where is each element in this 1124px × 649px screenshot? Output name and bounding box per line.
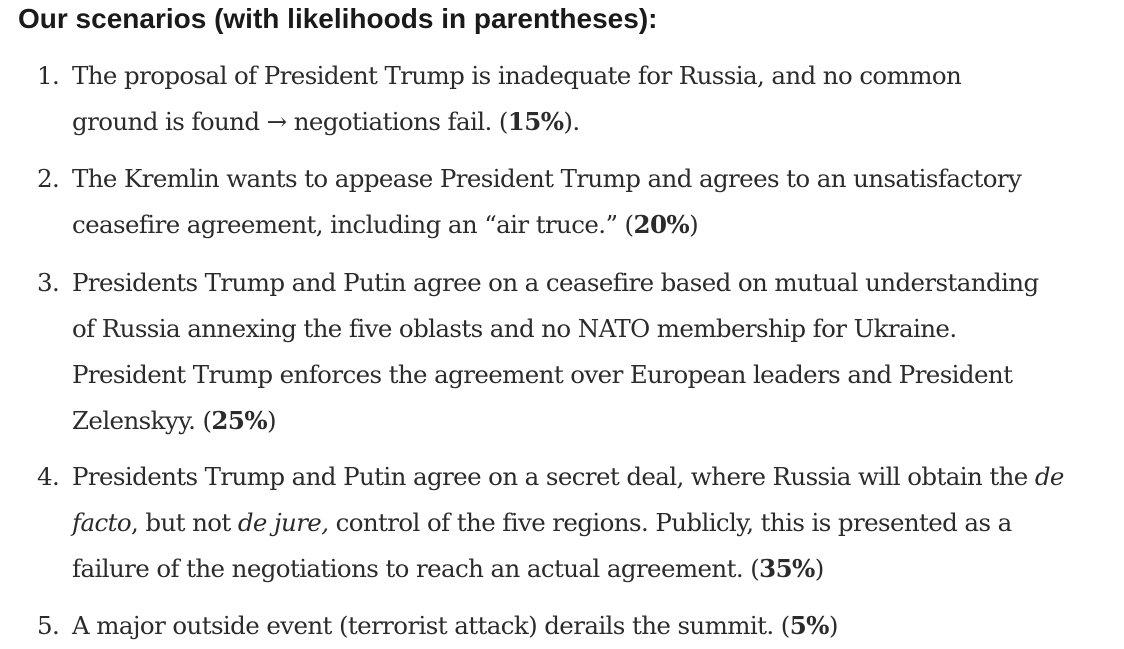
scenario-text — [72, 454, 1117, 592]
scenario-line — [72, 454, 1117, 500]
italic-term: facto — [72, 508, 131, 537]
scenario-line: A major outside event (terrorist attack) derails the summit. ( — [72, 611, 790, 640]
likelihood-value: 25% — [211, 406, 267, 435]
likelihood-value: 20% — [633, 210, 690, 239]
scenario-line-last — [72, 398, 1117, 444]
list-number: 3. — [37, 268, 60, 297]
list-number: 2. — [37, 164, 60, 193]
likelihood-value: 15% — [507, 107, 564, 136]
likelihood-value: 35% — [759, 554, 815, 583]
list-number: 5. — [37, 611, 60, 640]
scenario-line: ceasefire agreement, including an “air truce.” ( — [72, 210, 634, 239]
scenario-text — [72, 53, 1117, 145]
section-heading: Our scenarios (with likelihoods in parentheses): — [18, 3, 658, 34]
scenario-line-last — [72, 603, 1117, 649]
scenario-tail: ) — [828, 611, 838, 640]
scenario-segment: , but not — [131, 508, 238, 537]
italic-term: de — [1034, 462, 1064, 491]
scenario-line: The Kremlin wants to appease President Trump and agrees to an unsatisfactory — [72, 164, 1022, 193]
scenario-line-last — [72, 546, 1117, 592]
likelihood-value: 5% — [789, 611, 829, 640]
scenario-line — [72, 500, 1117, 546]
scenario-line: Zelenskyy. ( — [72, 406, 212, 435]
scenario-text — [72, 260, 1117, 444]
scenario-line: of Russia annexing the five oblasts and no NATO membership for Ukraine. — [72, 314, 957, 343]
scenario-line: The proposal of President Trump is inadequate for Russia, and no common — [72, 61, 962, 90]
list-number: 1. — [37, 61, 60, 90]
scenario-line: President Trump enforces the agreement over European leaders and President — [72, 360, 1013, 389]
scenario-text — [72, 603, 1117, 649]
scenario-tail: ) — [267, 406, 276, 435]
scenario-segment: failure of the negotiations to reach an actual agreement. ( — [72, 554, 760, 583]
scenario-tail: ) — [814, 554, 824, 583]
scenario-line: Presidents Trump and Putin agree on a ceasefire based on mutual understanding — [72, 268, 1039, 297]
scenario-line: ground is found → negotiations fail. ( — [72, 107, 508, 136]
scenario-segment: control of the five regions. Publicly, this is presented as a — [328, 508, 1012, 537]
list-number: 4. — [37, 462, 60, 491]
scenario-line-last — [72, 99, 1117, 145]
scenario-tail: ) — [689, 210, 699, 239]
scenario-text — [72, 156, 1117, 248]
scenario-tail: ). — [563, 107, 580, 136]
italic-term: de jure, — [237, 508, 329, 537]
scenario-line-last — [72, 202, 1117, 248]
scenario-segment: Presidents Trump and Putin agree on a secret deal, where Russia will obtain the — [72, 462, 1035, 491]
